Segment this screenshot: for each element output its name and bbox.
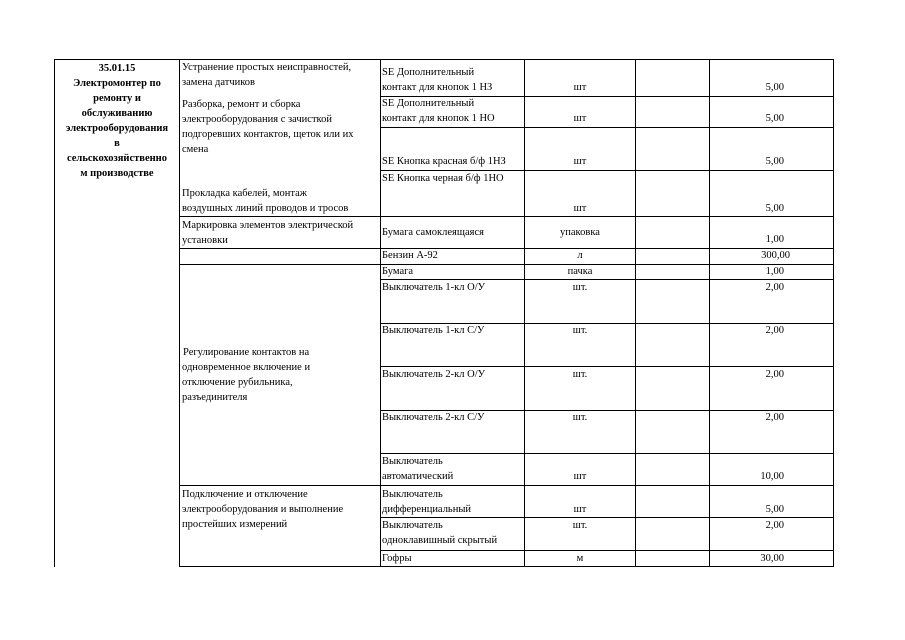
material-quantity: 2,00	[765, 282, 784, 293]
table-border-top	[54, 59, 834, 60]
module-title-line: электрооборудования	[65, 123, 169, 134]
module-title-line: сельскохозяйственно	[66, 153, 167, 164]
material-quantity: 5,00	[765, 504, 784, 515]
column-divider	[709, 59, 710, 567]
material-name: SE Дополнительный	[382, 67, 475, 78]
material-unit: шт	[573, 113, 587, 124]
module-title-line: ремонту и	[93, 93, 141, 104]
material-quantity: 1,00	[765, 266, 784, 277]
material-quantity: 300,00	[761, 250, 790, 261]
column-divider	[380, 59, 381, 567]
work-description-line: электрооборудования и выполнение	[182, 504, 344, 515]
material-name: одноклавишный скрытый	[382, 535, 498, 546]
material-quantity: 2,00	[765, 369, 784, 380]
material-quantity: 5,00	[765, 82, 784, 93]
row-divider	[380, 453, 834, 454]
work-description-line: отключение рубильника,	[182, 377, 293, 388]
material-unit: м	[576, 553, 584, 564]
material-unit: шт	[573, 82, 587, 93]
work-description-line: Подключение и отключение	[182, 489, 308, 500]
table-border-right	[833, 59, 834, 567]
material-quantity: 2,00	[765, 412, 784, 423]
material-name: Бумага	[382, 266, 414, 277]
material-name: SE Дополнительный	[382, 98, 475, 109]
material-unit: упаковка	[560, 227, 600, 238]
material-name: Выключатель	[382, 489, 443, 500]
material-unit: шт.	[572, 412, 588, 423]
module-title-line: в	[114, 138, 120, 149]
module-code: 35.01.15	[98, 63, 136, 74]
material-name: SE Кнопка черная б/ф 1НО	[382, 173, 504, 184]
column-divider	[179, 59, 180, 567]
material-name: Выключатель	[382, 456, 443, 467]
material-name: Выключатель 1-кл О/У	[382, 282, 486, 293]
module-title-line: обслуживанию	[81, 108, 153, 119]
work-description-line: электрооборудования с зачисткой	[182, 114, 332, 125]
work-description-line: одновременное включение и	[182, 362, 311, 373]
material-name: Бензин А-92	[382, 250, 438, 261]
material-unit: шт.	[572, 282, 588, 293]
material-quantity: 10,00	[760, 471, 784, 482]
material-quantity: 5,00	[765, 113, 784, 124]
work-description-line: Маркировка элементов электрической	[182, 220, 354, 231]
work-description-line: разъединителя	[182, 392, 248, 403]
material-unit: шт	[573, 203, 587, 214]
material-unit: шт	[573, 156, 587, 167]
material-name: Выключатель 2-кл С/У	[382, 412, 485, 423]
material-quantity: 2,00	[765, 325, 784, 336]
column-divider	[524, 59, 525, 567]
material-quantity: 5,00	[765, 203, 784, 214]
work-description-line: замена датчиков	[182, 77, 256, 88]
material-quantity: 30,00	[760, 553, 784, 564]
material-unit: л	[577, 250, 583, 261]
material-unit: шт.	[572, 520, 588, 531]
material-name: Выключатель 1-кл С/У	[382, 325, 485, 336]
material-name: дифференциальный	[382, 504, 472, 515]
work-description-line: простейших измерений	[182, 519, 288, 530]
work-description-line: Разборка, ремонт и сборка	[182, 99, 301, 110]
material-name: SE Кнопка красная б/ф 1НЗ	[382, 156, 506, 167]
material-name: контакт для кнопок 1 НЗ	[382, 82, 493, 93]
module-title-line: Электромонтер по	[73, 78, 161, 89]
material-name: Гофры	[382, 553, 412, 564]
work-description-line: Устранение простых неисправностей,	[182, 62, 352, 73]
material-name: Выключатель 2-кл О/У	[382, 369, 486, 380]
module-title-line: м производстве	[80, 168, 154, 179]
work-description-line: воздушных линий проводов и тросов	[182, 203, 349, 214]
material-name: автоматический	[382, 471, 454, 482]
material-quantity: 1,00	[765, 234, 784, 245]
work-description-line: смена	[182, 144, 209, 155]
column-divider	[635, 59, 636, 567]
material-unit: шт	[573, 471, 587, 482]
material-name: контакт для кнопок 1 НО	[382, 113, 495, 124]
material-unit: пачка	[567, 266, 593, 277]
row-divider	[380, 127, 834, 128]
work-description-line: Регулирование контактов на	[183, 347, 310, 358]
material-unit: шт.	[572, 369, 588, 380]
material-name: Бумага самоклеящаяся	[382, 227, 484, 238]
material-name: Выключатель	[382, 520, 443, 531]
material-quantity: 2,00	[765, 520, 784, 531]
work-description-line: Прокладка кабелей, монтаж	[182, 188, 308, 199]
work-description-line: подгоревших контактов, щеток или их	[182, 129, 354, 140]
material-unit: шт.	[572, 325, 588, 336]
material-quantity: 5,00	[765, 156, 784, 167]
row-divider	[179, 485, 834, 486]
work-description-line: установки	[182, 235, 228, 246]
material-unit: шт	[573, 504, 587, 515]
